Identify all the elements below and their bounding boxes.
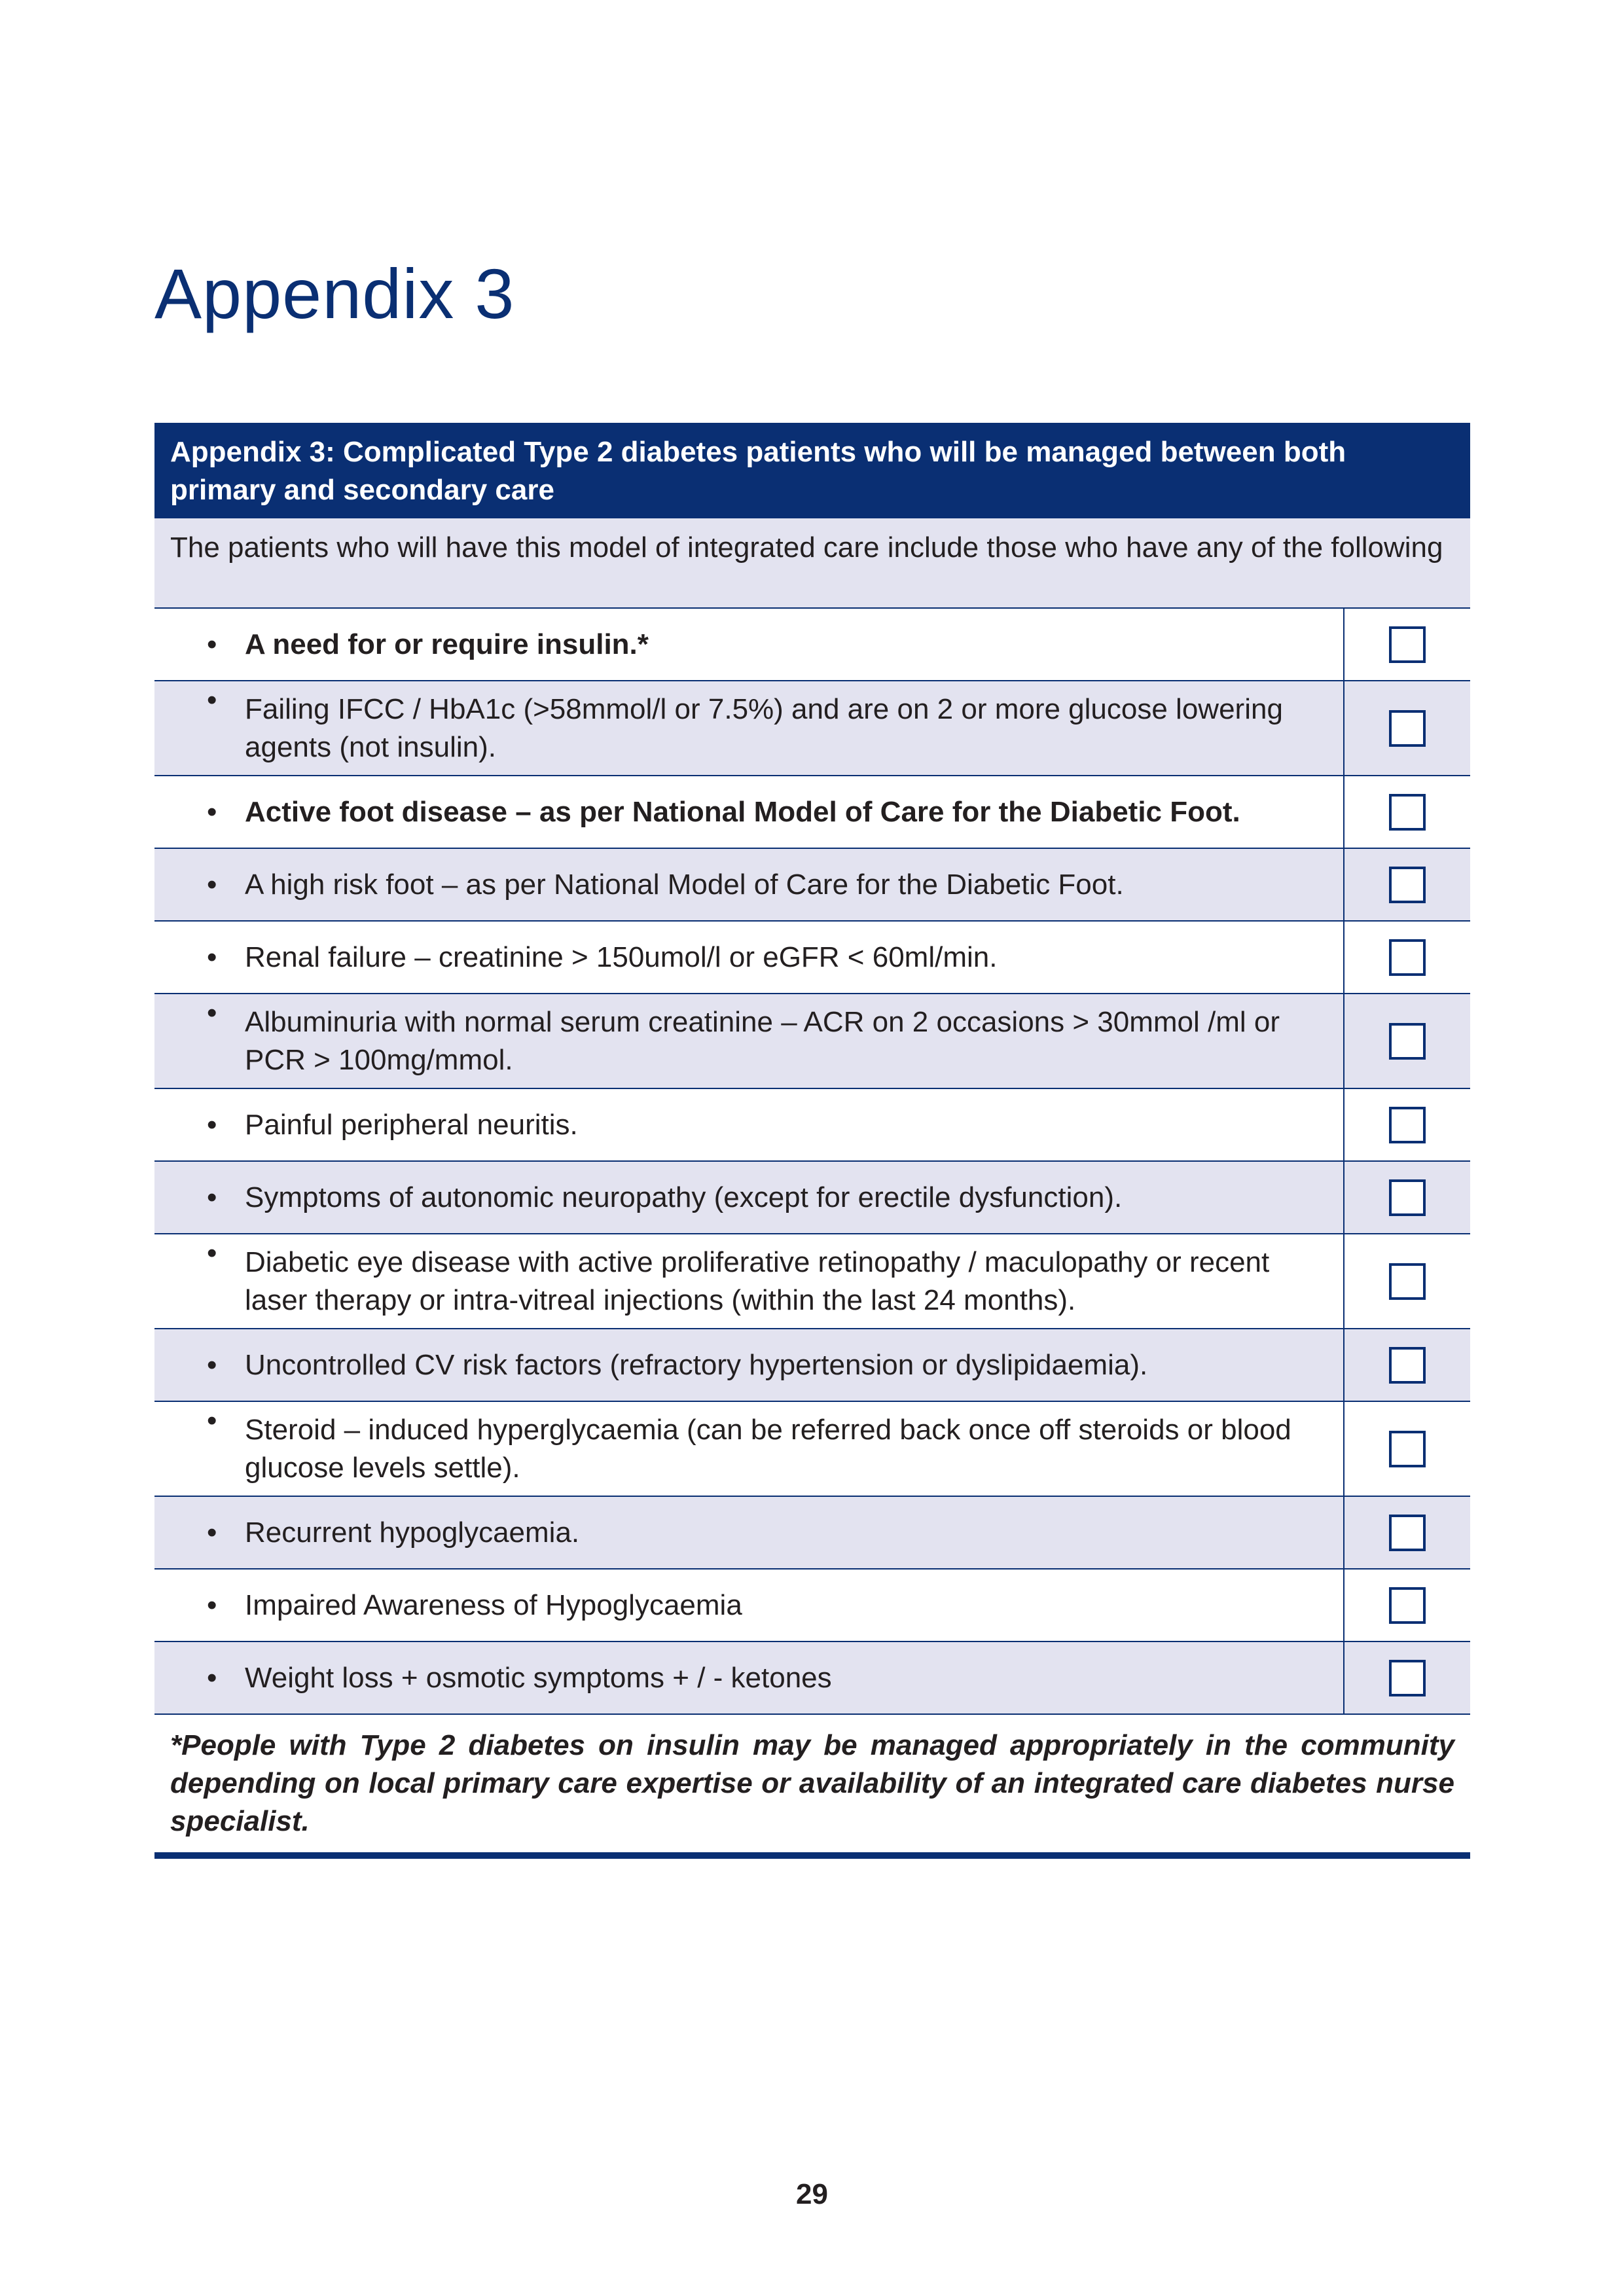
criterion-checkbox[interactable]	[1389, 1263, 1426, 1300]
table-row	[154, 1402, 1470, 1497]
checkbox-cell	[1344, 1162, 1470, 1233]
checkbox-cell	[1344, 849, 1470, 920]
criterion-checkbox[interactable]	[1389, 1107, 1426, 1143]
criterion-checkbox[interactable]	[1389, 1179, 1426, 1216]
checkbox-cell	[1344, 994, 1470, 1088]
table-intro: The patients who will have this model of integrated care include those who have any of the following	[154, 518, 1470, 609]
table-row	[154, 681, 1470, 776]
checkbox-cell	[1344, 1329, 1470, 1401]
criterion-label: Steroid – induced hyperglycaemia (can be referred back once off steroids or blood glucose levels settle).	[245, 1413, 1291, 1484]
bullet-icon: •	[207, 1237, 217, 1269]
table-row	[154, 1570, 1470, 1642]
table-row	[154, 1234, 1470, 1329]
bullet-icon: •	[207, 1181, 217, 1213]
criterion-label: Diabetic eye disease with active proliferative retinopathy / maculopathy or recent laser therapy or intra-vitreal injections (within the last 24 months).	[245, 1246, 1270, 1316]
criterion-cell	[154, 1497, 1344, 1568]
checkbox-cell	[1344, 609, 1470, 680]
criterion-checkbox[interactable]	[1389, 1515, 1426, 1551]
checkbox-cell	[1344, 1234, 1470, 1328]
criterion-label: A need for or require insulin.*	[245, 628, 649, 660]
table-row	[154, 1089, 1470, 1162]
criteria-list	[154, 609, 1470, 1715]
criterion-checkbox[interactable]	[1389, 1347, 1426, 1384]
criterion-label: Active foot disease – as per National Model of Care for the Diabetic Foot.	[245, 795, 1240, 828]
criterion-cell	[154, 1570, 1344, 1641]
criterion-checkbox[interactable]	[1389, 626, 1426, 663]
checkbox-cell	[1344, 776, 1470, 848]
criterion-label: A high risk foot – as per National Model of Care for the Diabetic Foot.	[245, 868, 1124, 901]
checkbox-cell	[1344, 922, 1470, 993]
criterion-checkbox[interactable]	[1389, 1660, 1426, 1696]
bullet-icon: •	[207, 795, 217, 828]
table-row	[154, 1329, 1470, 1402]
criterion-checkbox[interactable]	[1389, 867, 1426, 903]
criterion-cell	[154, 1089, 1344, 1160]
criterion-checkbox[interactable]	[1389, 710, 1426, 747]
criterion-cell	[154, 994, 1344, 1088]
checkbox-cell	[1344, 1497, 1470, 1568]
criterion-checkbox[interactable]	[1389, 1023, 1426, 1060]
criterion-checkbox[interactable]	[1389, 1431, 1426, 1467]
table-row	[154, 994, 1470, 1089]
checkbox-cell	[1344, 1402, 1470, 1496]
criterion-cell	[154, 1234, 1344, 1328]
criterion-label: Symptoms of autonomic neuropathy (except for erectile dysfunction).	[245, 1181, 1123, 1213]
criterion-checkbox[interactable]	[1389, 939, 1426, 976]
table-row	[154, 1162, 1470, 1234]
criterion-label: Recurrent hypoglycaemia.	[245, 1516, 580, 1549]
bullet-icon: •	[207, 941, 217, 973]
page-number: 29	[796, 2178, 828, 2210]
criterion-label: Renal failure – creatinine > 150umol/l or eGFR < 60ml/min.	[245, 941, 998, 973]
criteria-table	[154, 423, 1470, 1859]
criterion-cell	[154, 849, 1344, 920]
table-row	[154, 922, 1470, 994]
criterion-label: Weight loss + osmotic symptoms + / - ketones	[245, 1661, 832, 1694]
checkbox-cell	[1344, 1570, 1470, 1641]
table-row	[154, 1497, 1470, 1570]
criterion-label: Failing IFCC / HbA1c (>58mmol/l or 7.5%) and are on 2 or more glucose lowering agents (not insulin).	[245, 692, 1283, 763]
bullet-icon: •	[207, 1348, 217, 1381]
bullet-icon: •	[207, 684, 217, 716]
table-row	[154, 1642, 1470, 1715]
criterion-checkbox[interactable]	[1389, 1587, 1426, 1624]
criterion-label: Painful peripheral neuritis.	[245, 1108, 578, 1141]
criterion-cell	[154, 1329, 1344, 1401]
bullet-icon: •	[207, 1661, 217, 1694]
page-title: Appendix 3	[154, 254, 515, 333]
criterion-cell	[154, 681, 1344, 775]
bullet-icon: •	[207, 1108, 217, 1141]
bullet-icon: •	[207, 997, 217, 1029]
criterion-checkbox[interactable]	[1389, 794, 1426, 831]
criterion-cell	[154, 922, 1344, 993]
bullet-icon: •	[207, 1588, 217, 1621]
bullet-icon: •	[207, 628, 217, 660]
criterion-label: Albuminuria with normal serum creatinine – ACR on 2 occasions > 30mmol /ml or PCR > 100mg/mmol.	[245, 1005, 1280, 1076]
bullet-icon: •	[207, 1405, 217, 1437]
criterion-cell	[154, 1162, 1344, 1233]
checkbox-cell	[1344, 1642, 1470, 1713]
bullet-icon: •	[207, 1516, 217, 1549]
table-row	[154, 849, 1470, 922]
table-header: Appendix 3: Complicated Type 2 diabetes patients who will be managed between both primary and secondary care	[154, 423, 1470, 518]
checkbox-cell	[1344, 681, 1470, 775]
checkbox-cell	[1344, 1089, 1470, 1160]
table-row	[154, 609, 1470, 681]
criterion-cell	[154, 609, 1344, 680]
criterion-cell	[154, 1402, 1344, 1496]
footnote: *People with Type 2 diabetes on insulin may be managed appropriately in the community depending on local primary care expertise or availability of an integrated care diabetes nurse specialist.	[154, 1715, 1470, 1859]
table-row	[154, 776, 1470, 849]
bullet-icon: •	[207, 868, 217, 901]
criterion-cell	[154, 1642, 1344, 1713]
criterion-cell	[154, 776, 1344, 848]
criterion-label: Uncontrolled CV risk factors (refractory hypertension or dyslipidaemia).	[245, 1348, 1148, 1381]
criterion-label: Impaired Awareness of Hypoglycaemia	[245, 1588, 742, 1621]
